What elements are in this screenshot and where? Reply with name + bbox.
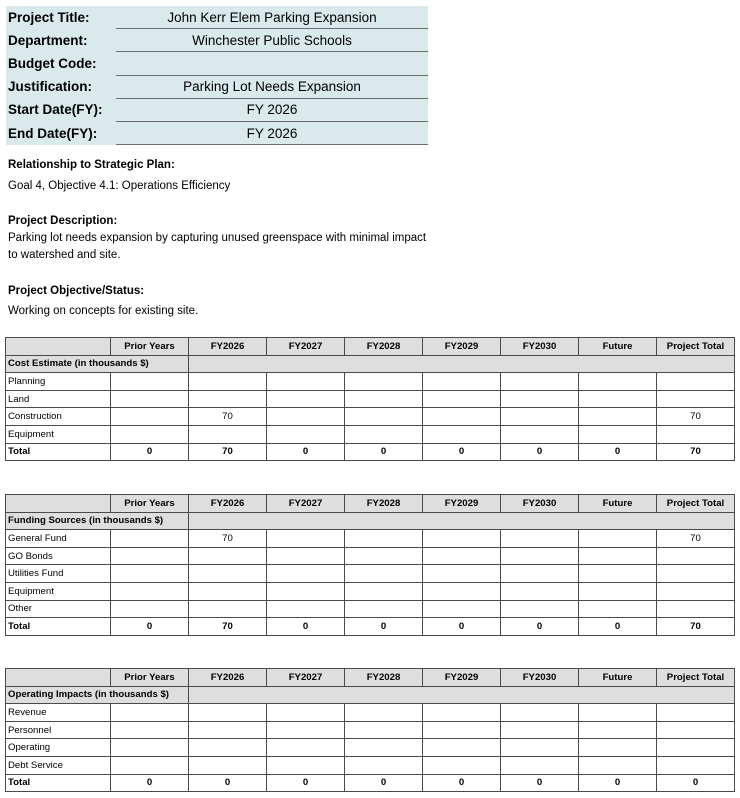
table-cell xyxy=(111,704,189,722)
field-label: Budget Code: xyxy=(6,52,112,75)
table-cell xyxy=(657,582,735,600)
table-cell xyxy=(423,425,501,443)
table-cell xyxy=(189,425,267,443)
column-header: Project Total xyxy=(657,338,735,356)
column-header: Prior Years xyxy=(111,669,189,687)
strategic-plan-text: Goal 4, Objective 4.1: Operations Efficiency xyxy=(8,180,231,192)
table-cell xyxy=(579,739,657,757)
table-cell: 70 xyxy=(189,443,267,461)
table-cell xyxy=(657,547,735,565)
table-cell xyxy=(267,704,345,722)
category-row xyxy=(6,512,735,530)
table-cell: 0 xyxy=(345,774,423,792)
table-cell xyxy=(189,756,267,774)
strategic-plan-title: Relationship to Strategic Plan: xyxy=(8,159,175,171)
table-cell xyxy=(423,565,501,583)
column-header: FY2029 xyxy=(423,669,501,687)
total-row xyxy=(6,774,735,792)
table-cell xyxy=(423,756,501,774)
table-cell xyxy=(345,704,423,722)
objective-title: Project Objective/Status: xyxy=(8,285,145,297)
cost-estimate-table xyxy=(5,337,735,461)
column-header: FY2030 xyxy=(501,338,579,356)
table-cell xyxy=(501,530,579,548)
table-cell: 0 xyxy=(501,443,579,461)
table-cell xyxy=(579,530,657,548)
table-cell: 0 xyxy=(111,443,189,461)
table-cell xyxy=(423,582,501,600)
table-cell: 70 xyxy=(657,530,735,548)
table-cell xyxy=(501,408,579,426)
column-header: Future xyxy=(579,495,657,513)
column-header: FY2026 xyxy=(189,338,267,356)
field-label: Department: xyxy=(6,29,112,52)
field-row-justification xyxy=(6,75,428,98)
table-cell xyxy=(111,408,189,426)
table-cell xyxy=(657,373,735,391)
category-row xyxy=(6,686,735,704)
column-header: FY2028 xyxy=(345,338,423,356)
field-row-department xyxy=(6,29,428,52)
table-cell xyxy=(345,721,423,739)
field-label: Project Title: xyxy=(6,6,112,29)
table-cell xyxy=(267,582,345,600)
description-title: Project Description: xyxy=(8,215,118,227)
table-cell xyxy=(189,704,267,722)
column-header: FY2029 xyxy=(423,495,501,513)
table-cell: 0 xyxy=(579,443,657,461)
table-cell xyxy=(423,530,501,548)
table-cell: 0 xyxy=(423,774,501,792)
table-cell xyxy=(111,390,189,408)
field-row-project-title xyxy=(6,6,428,29)
column-header: FY2028 xyxy=(345,669,423,687)
row-label: Total xyxy=(6,774,111,792)
column-header-row xyxy=(6,338,735,356)
table-cell xyxy=(267,408,345,426)
table-cell: 0 xyxy=(423,618,501,636)
row-label: Other xyxy=(6,600,111,618)
justification-value: Parking Lot Needs Expansion xyxy=(116,75,428,98)
table-cell xyxy=(345,582,423,600)
table-cell xyxy=(501,425,579,443)
funding-sources-table xyxy=(5,494,735,636)
column-header: Future xyxy=(579,669,657,687)
column-header: Project Total xyxy=(657,495,735,513)
table-cell: 0 xyxy=(267,443,345,461)
table-cell xyxy=(501,547,579,565)
table-cell: 0 xyxy=(579,618,657,636)
row-label: Operating xyxy=(6,739,111,757)
table-row xyxy=(6,373,735,391)
row-label: Planning xyxy=(6,373,111,391)
row-label: GO Bonds xyxy=(6,547,111,565)
table-cell: 70 xyxy=(657,618,735,636)
table-cell xyxy=(579,408,657,426)
row-label: Land xyxy=(6,390,111,408)
start-date-value: FY 2026 xyxy=(116,98,428,121)
column-header: FY2030 xyxy=(501,669,579,687)
table-cell xyxy=(189,582,267,600)
column-header: FY2026 xyxy=(189,495,267,513)
table-row xyxy=(6,704,735,722)
table-cell xyxy=(579,721,657,739)
table-cell xyxy=(189,739,267,757)
row-label: Equipment xyxy=(6,425,111,443)
table-cell xyxy=(423,721,501,739)
table-cell xyxy=(345,547,423,565)
table-cell xyxy=(423,373,501,391)
column-header: FY2029 xyxy=(423,338,501,356)
column-header: FY2027 xyxy=(267,669,345,687)
table-cell xyxy=(423,547,501,565)
row-label: Revenue xyxy=(6,704,111,722)
project-title-value: John Kerr Elem Parking Expansion xyxy=(116,6,428,29)
table-cell: 0 xyxy=(267,618,345,636)
table-row xyxy=(6,425,735,443)
table-cell xyxy=(657,600,735,618)
field-label: End Date(FY): xyxy=(6,121,112,144)
column-header: FY2028 xyxy=(345,495,423,513)
table-row xyxy=(6,600,735,618)
table-cell: 0 xyxy=(111,618,189,636)
column-header-row xyxy=(6,495,735,513)
table-cell xyxy=(189,565,267,583)
table-cell xyxy=(111,425,189,443)
table-cell xyxy=(111,756,189,774)
table-cell xyxy=(267,390,345,408)
table-row xyxy=(6,547,735,565)
table-cell xyxy=(111,600,189,618)
table-cell xyxy=(267,565,345,583)
total-row xyxy=(6,443,735,461)
column-header: FY2027 xyxy=(267,338,345,356)
table-cell xyxy=(579,565,657,583)
column-header: Prior Years xyxy=(111,338,189,356)
table-cell xyxy=(657,425,735,443)
row-label: Total xyxy=(6,443,111,461)
table-cell: 0 xyxy=(345,618,423,636)
table-cell xyxy=(657,756,735,774)
table-cell xyxy=(111,565,189,583)
row-label: General Fund xyxy=(6,530,111,548)
table-cell: 0 xyxy=(189,774,267,792)
category-label: Cost Estimate (in thousands $) xyxy=(6,355,189,373)
table-cell xyxy=(579,756,657,774)
operating-impacts-table xyxy=(5,668,735,792)
end-date-value: FY 2026 xyxy=(116,121,428,144)
column-header: FY2030 xyxy=(501,495,579,513)
table-cell xyxy=(189,600,267,618)
table-cell xyxy=(579,373,657,391)
table-cell xyxy=(345,565,423,583)
table-cell: 70 xyxy=(657,408,735,426)
table-cell: 70 xyxy=(189,618,267,636)
field-row-end-date xyxy=(6,121,428,144)
table-row xyxy=(6,721,735,739)
table-cell xyxy=(111,547,189,565)
table-row xyxy=(6,756,735,774)
table-row xyxy=(6,530,735,548)
table-cell xyxy=(423,390,501,408)
table-cell xyxy=(267,721,345,739)
table-cell xyxy=(111,530,189,548)
table-cell xyxy=(111,739,189,757)
table-row xyxy=(6,408,735,426)
table-cell: 0 xyxy=(501,774,579,792)
table-cell xyxy=(345,600,423,618)
row-label: Total xyxy=(6,618,111,636)
table-cell: 0 xyxy=(501,618,579,636)
table-cell xyxy=(267,756,345,774)
table-cell xyxy=(579,390,657,408)
objective-text: Working on concepts for existing site. xyxy=(8,305,199,317)
description-text: Parking lot needs expansion by capturing unused greenspace with minimal impact to watershed and site. xyxy=(8,232,427,261)
table-cell xyxy=(579,425,657,443)
table-row xyxy=(6,582,735,600)
table-cell: 0 xyxy=(345,443,423,461)
column-header: Prior Years xyxy=(111,495,189,513)
table-cell xyxy=(111,373,189,391)
column-header: FY2027 xyxy=(267,495,345,513)
field-row-start-date xyxy=(6,98,428,121)
table-cell xyxy=(657,565,735,583)
table-cell xyxy=(657,739,735,757)
table-cell xyxy=(345,739,423,757)
table-cell xyxy=(501,582,579,600)
table-cell xyxy=(267,547,345,565)
table-cell xyxy=(501,704,579,722)
column-header: FY2026 xyxy=(189,669,267,687)
table-cell xyxy=(267,530,345,548)
table-cell xyxy=(501,373,579,391)
table-cell xyxy=(189,390,267,408)
table-cell xyxy=(501,756,579,774)
field-label: Start Date(FY): xyxy=(6,98,112,121)
project-header xyxy=(6,6,428,145)
table-cell xyxy=(501,565,579,583)
column-header-row xyxy=(6,669,735,687)
table-cell xyxy=(267,425,345,443)
table-cell xyxy=(501,390,579,408)
table-cell xyxy=(423,408,501,426)
column-header: Future xyxy=(579,338,657,356)
row-label: Debt Service xyxy=(6,756,111,774)
table-cell xyxy=(345,425,423,443)
table-cell xyxy=(501,600,579,618)
table-cell xyxy=(267,373,345,391)
table-cell xyxy=(345,408,423,426)
table-row xyxy=(6,739,735,757)
row-label: Equipment xyxy=(6,582,111,600)
category-label: Operating Impacts (in thousands $) xyxy=(6,686,189,704)
table-cell xyxy=(267,600,345,618)
table-cell xyxy=(579,704,657,722)
category-row xyxy=(6,355,735,373)
table-cell xyxy=(111,582,189,600)
table-cell xyxy=(189,373,267,391)
table-cell xyxy=(267,739,345,757)
row-label: Construction xyxy=(6,408,111,426)
field-row-budget-code xyxy=(6,52,428,75)
table-cell: 0 xyxy=(111,774,189,792)
table-cell: 0 xyxy=(657,774,735,792)
table-cell xyxy=(501,721,579,739)
table-row xyxy=(6,390,735,408)
total-row xyxy=(6,618,735,636)
table-cell xyxy=(657,721,735,739)
table-cell: 0 xyxy=(267,774,345,792)
column-header: Project Total xyxy=(657,669,735,687)
table-cell xyxy=(579,600,657,618)
table-cell xyxy=(657,704,735,722)
table-cell: 70 xyxy=(189,408,267,426)
table-cell xyxy=(423,704,501,722)
table-cell xyxy=(189,547,267,565)
table-cell xyxy=(501,739,579,757)
table-cell: 0 xyxy=(423,443,501,461)
department-value: Winchester Public Schools xyxy=(116,29,428,52)
table-cell xyxy=(111,721,189,739)
table-cell: 70 xyxy=(657,443,735,461)
table-cell xyxy=(579,547,657,565)
category-label: Funding Sources (in thousands $) xyxy=(6,512,189,530)
table-cell: 0 xyxy=(579,774,657,792)
field-label: Justification: xyxy=(6,75,112,98)
budget-code-value xyxy=(116,52,428,75)
table-cell xyxy=(345,390,423,408)
table-cell xyxy=(579,582,657,600)
table-cell: 70 xyxy=(189,530,267,548)
table-row xyxy=(6,565,735,583)
row-label: Utilities Fund xyxy=(6,565,111,583)
row-label: Personnel xyxy=(6,721,111,739)
table-cell xyxy=(345,756,423,774)
table-cell xyxy=(423,739,501,757)
table-cell xyxy=(345,373,423,391)
table-cell xyxy=(189,721,267,739)
table-cell xyxy=(345,530,423,548)
table-cell xyxy=(423,600,501,618)
table-cell xyxy=(657,390,735,408)
